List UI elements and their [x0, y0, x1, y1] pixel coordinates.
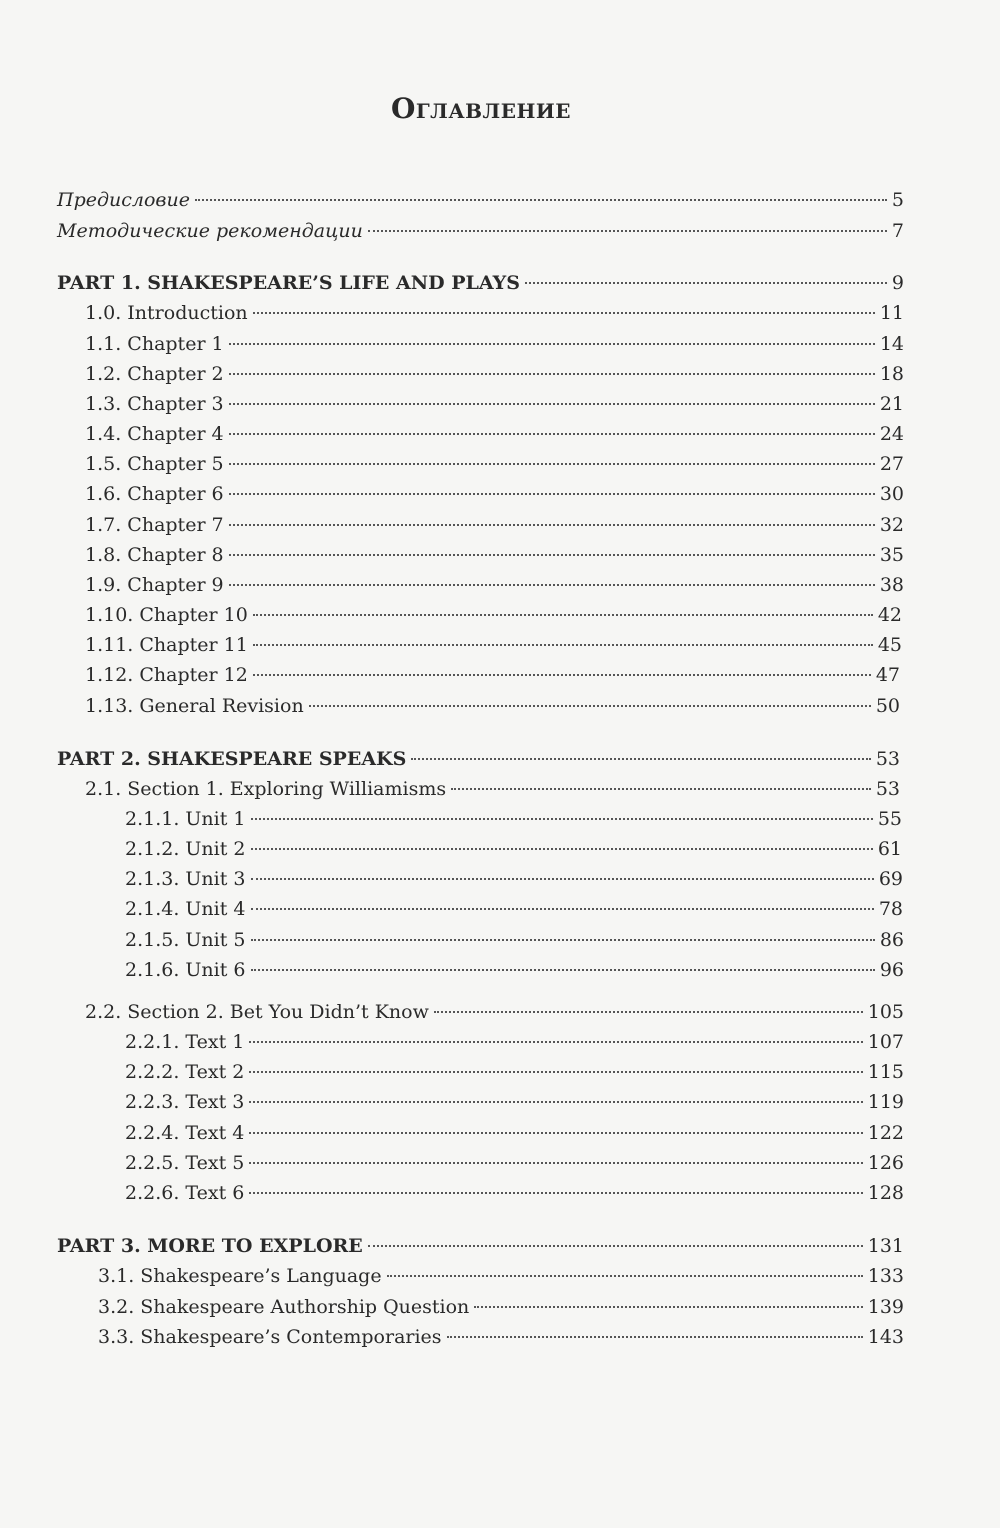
toc-entry-page-number: 47 [875, 664, 900, 686]
toc-entry-label: 2.1.6. Unit 6 [125, 959, 246, 981]
toc-entry-page-number: 42 [877, 604, 902, 626]
dot-leader [368, 1245, 863, 1247]
toc-entry-label: Предисловие [57, 189, 190, 211]
toc-entry-page-number: 69 [878, 868, 903, 890]
dot-leader [229, 343, 875, 345]
dot-leader [249, 1162, 862, 1164]
dot-leader [474, 1306, 862, 1308]
dot-leader [251, 818, 873, 820]
dot-leader [249, 1192, 862, 1194]
toc-entry-page-number: 61 [877, 838, 902, 860]
toc-entry-page-number: 53 [875, 778, 900, 800]
toc-entry-label: 2.2.5. Text 5 [125, 1152, 245, 1174]
toc-part-2 [57, 747, 900, 771]
dot-leader [195, 199, 887, 201]
toc-entry-page-number: 78 [878, 898, 903, 920]
dot-leader [447, 1336, 863, 1338]
toc-entry-label: 2.2.1. Text 1 [125, 1031, 245, 1053]
page-title: Оглавление [390, 92, 572, 125]
dot-leader [249, 1132, 862, 1134]
toc-part-3 [57, 1234, 904, 1258]
toc-entry-label: 2.1. Section 1. Exploring Williamisms [85, 778, 447, 800]
toc-entry-label: 1.13. General Revision [85, 695, 304, 717]
toc-entry [125, 958, 904, 982]
toc-entry-label: 2.1.3. Unit 3 [125, 868, 246, 890]
dot-leader [229, 463, 875, 465]
toc-entry-page-number: 5 [891, 189, 904, 211]
dot-leader [229, 373, 875, 375]
toc-entry-label: 2.1.4. Unit 4 [125, 898, 246, 920]
toc-entry-label: 1.3. Chapter 3 [85, 393, 224, 415]
toc-entry [125, 1060, 904, 1084]
toc-entry-label: 2.1.5. Unit 5 [125, 929, 246, 951]
toc-entry-label: PART 3. MORE TO EXPLORE [57, 1235, 363, 1257]
toc-entry-label: 1.10. Chapter 10 [85, 604, 248, 626]
toc-entry-label: 3.1. Shakespeare’s Language [98, 1265, 382, 1287]
toc-entry-page-number: 21 [879, 393, 904, 415]
toc-entry-page-number: 9 [891, 272, 904, 294]
dot-leader [451, 788, 871, 790]
toc-entry-label: PART 1. SHAKESPEARE’S LIFE AND PLAYS [57, 272, 520, 294]
toc-entry [85, 332, 904, 356]
toc-entry-page-number: 133 [867, 1265, 904, 1287]
toc-entry-page-number: 122 [867, 1122, 904, 1144]
dot-leader [251, 969, 875, 971]
dot-leader [253, 312, 875, 314]
toc-entry-page-number: 107 [867, 1031, 904, 1053]
toc-entry [125, 1181, 904, 1205]
dot-leader [251, 848, 873, 850]
toc-entry-page-number: 7 [891, 220, 904, 242]
toc-entry-page-number: 143 [867, 1326, 904, 1348]
toc-entry-label: 2.2.6. Text 6 [125, 1182, 245, 1204]
toc-entry [125, 928, 904, 952]
toc-entry-page-number: 50 [875, 695, 900, 717]
toc-entry-page-number: 38 [879, 574, 904, 596]
toc-entry-page-number: 14 [879, 333, 904, 355]
dot-leader [229, 524, 875, 526]
toc-entry-label: 1.6. Chapter 6 [85, 483, 224, 505]
toc-entry [85, 603, 902, 627]
dot-leader [251, 939, 875, 941]
dot-leader [253, 644, 873, 646]
toc-entry-page-number: 32 [879, 514, 904, 536]
toc-entry [85, 573, 904, 597]
toc-entry-page-number: 27 [879, 453, 904, 475]
dot-leader [251, 878, 874, 880]
dot-leader [229, 554, 875, 556]
dot-leader [229, 493, 875, 495]
toc-entry-page-number: 11 [879, 302, 904, 324]
toc-entry-label: 1.7. Chapter 7 [85, 514, 224, 536]
dot-leader [249, 1071, 862, 1073]
dot-leader [249, 1101, 862, 1103]
toc-entry-label: 2.1.2. Unit 2 [125, 838, 246, 860]
toc-entry-label: 1.4. Chapter 4 [85, 423, 224, 445]
dot-leader [387, 1275, 863, 1277]
toc-entry-page-number: 18 [879, 363, 904, 385]
toc-entry-label: 2.2.4. Text 4 [125, 1122, 245, 1144]
toc-entry-page-number: 105 [867, 1001, 904, 1023]
toc-entry-label: 1.1. Chapter 1 [85, 333, 224, 355]
toc-entry-page-number: 115 [867, 1061, 904, 1083]
toc-entry [85, 482, 904, 506]
dot-leader [411, 758, 871, 760]
toc-entry [125, 837, 902, 861]
dot-leader [525, 282, 887, 284]
toc-entry-label: PART 2. SHAKESPEARE SPEAKS [57, 748, 407, 770]
toc-entry-label: 1.0. Introduction [85, 302, 248, 324]
dot-leader [251, 908, 874, 910]
toc-entry [125, 867, 903, 891]
toc-entry [85, 362, 904, 386]
toc-entry-page-number: 24 [879, 423, 904, 445]
toc-entry-label: 3.3. Shakespeare’s Contemporaries [98, 1326, 442, 1348]
dot-leader [229, 584, 875, 586]
toc-entry [125, 897, 903, 921]
dot-leader [229, 433, 875, 435]
toc-entry-page-number: 126 [867, 1152, 904, 1174]
toc-entry-label: 1.5. Chapter 5 [85, 453, 224, 475]
toc-entry-page-number: 119 [867, 1091, 904, 1113]
toc-entry-page-number: 128 [867, 1182, 904, 1204]
dot-leader [434, 1011, 863, 1013]
toc-entry-page-number: 53 [875, 748, 900, 770]
toc-entry-label: 2.2. Section 2. Bet You Didn’t Know [85, 1001, 429, 1023]
toc-entry [98, 1264, 904, 1288]
toc-entry-label: 2.1.1. Unit 1 [125, 808, 246, 830]
toc-entry [85, 663, 900, 687]
toc-entry-label: 1.12. Chapter 12 [85, 664, 248, 686]
toc-entry-page-number: 86 [879, 929, 904, 951]
toc-entry [85, 422, 904, 446]
toc-entry [125, 807, 902, 831]
toc-entry-page-number: 30 [879, 483, 904, 505]
toc-entry-page-number: 45 [877, 634, 902, 656]
toc-entry-page-number: 35 [879, 544, 904, 566]
toc-entry [125, 1151, 904, 1175]
dot-leader [253, 674, 871, 676]
toc-entry-methodology [57, 219, 904, 243]
toc-entry-page-number: 131 [867, 1235, 904, 1257]
toc-entry [85, 543, 904, 567]
toc-entry [125, 1121, 904, 1145]
toc-entry [85, 1000, 904, 1024]
toc-entry-page-number: 55 [877, 808, 902, 830]
toc-entry-label: 1.11. Chapter 11 [85, 634, 248, 656]
toc-entry-label: 2.2.3. Text 3 [125, 1091, 245, 1113]
dot-leader [249, 1041, 862, 1043]
toc-entry-label: 1.9. Chapter 9 [85, 574, 224, 596]
toc-entry [85, 777, 900, 801]
toc-entry-page-number: 139 [867, 1296, 904, 1318]
dot-leader [309, 705, 871, 707]
toc-part-1 [57, 271, 904, 295]
toc-entry-label: Методические рекомендации [57, 220, 363, 242]
toc-entry [98, 1325, 904, 1349]
toc-entry-label: 1.8. Chapter 8 [85, 544, 224, 566]
toc-entry-label: 2.2.2. Text 2 [125, 1061, 245, 1083]
dot-leader [229, 403, 875, 405]
toc-entry-foreword [57, 188, 904, 212]
toc-entry [85, 633, 902, 657]
dot-leader [368, 230, 887, 232]
toc-entry-label: 3.2. Shakespeare Authorship Question [98, 1296, 470, 1318]
dot-leader [253, 614, 873, 616]
toc-entry [85, 392, 904, 416]
toc-entry-label: 1.2. Chapter 2 [85, 363, 224, 385]
toc-entry [85, 694, 900, 718]
toc-entry [85, 301, 904, 325]
toc-entry [85, 452, 904, 476]
toc-entry-page-number: 96 [879, 959, 904, 981]
toc-entry [98, 1295, 904, 1319]
toc-entry [125, 1090, 904, 1114]
toc-entry [85, 513, 904, 537]
toc-entry [125, 1030, 904, 1054]
